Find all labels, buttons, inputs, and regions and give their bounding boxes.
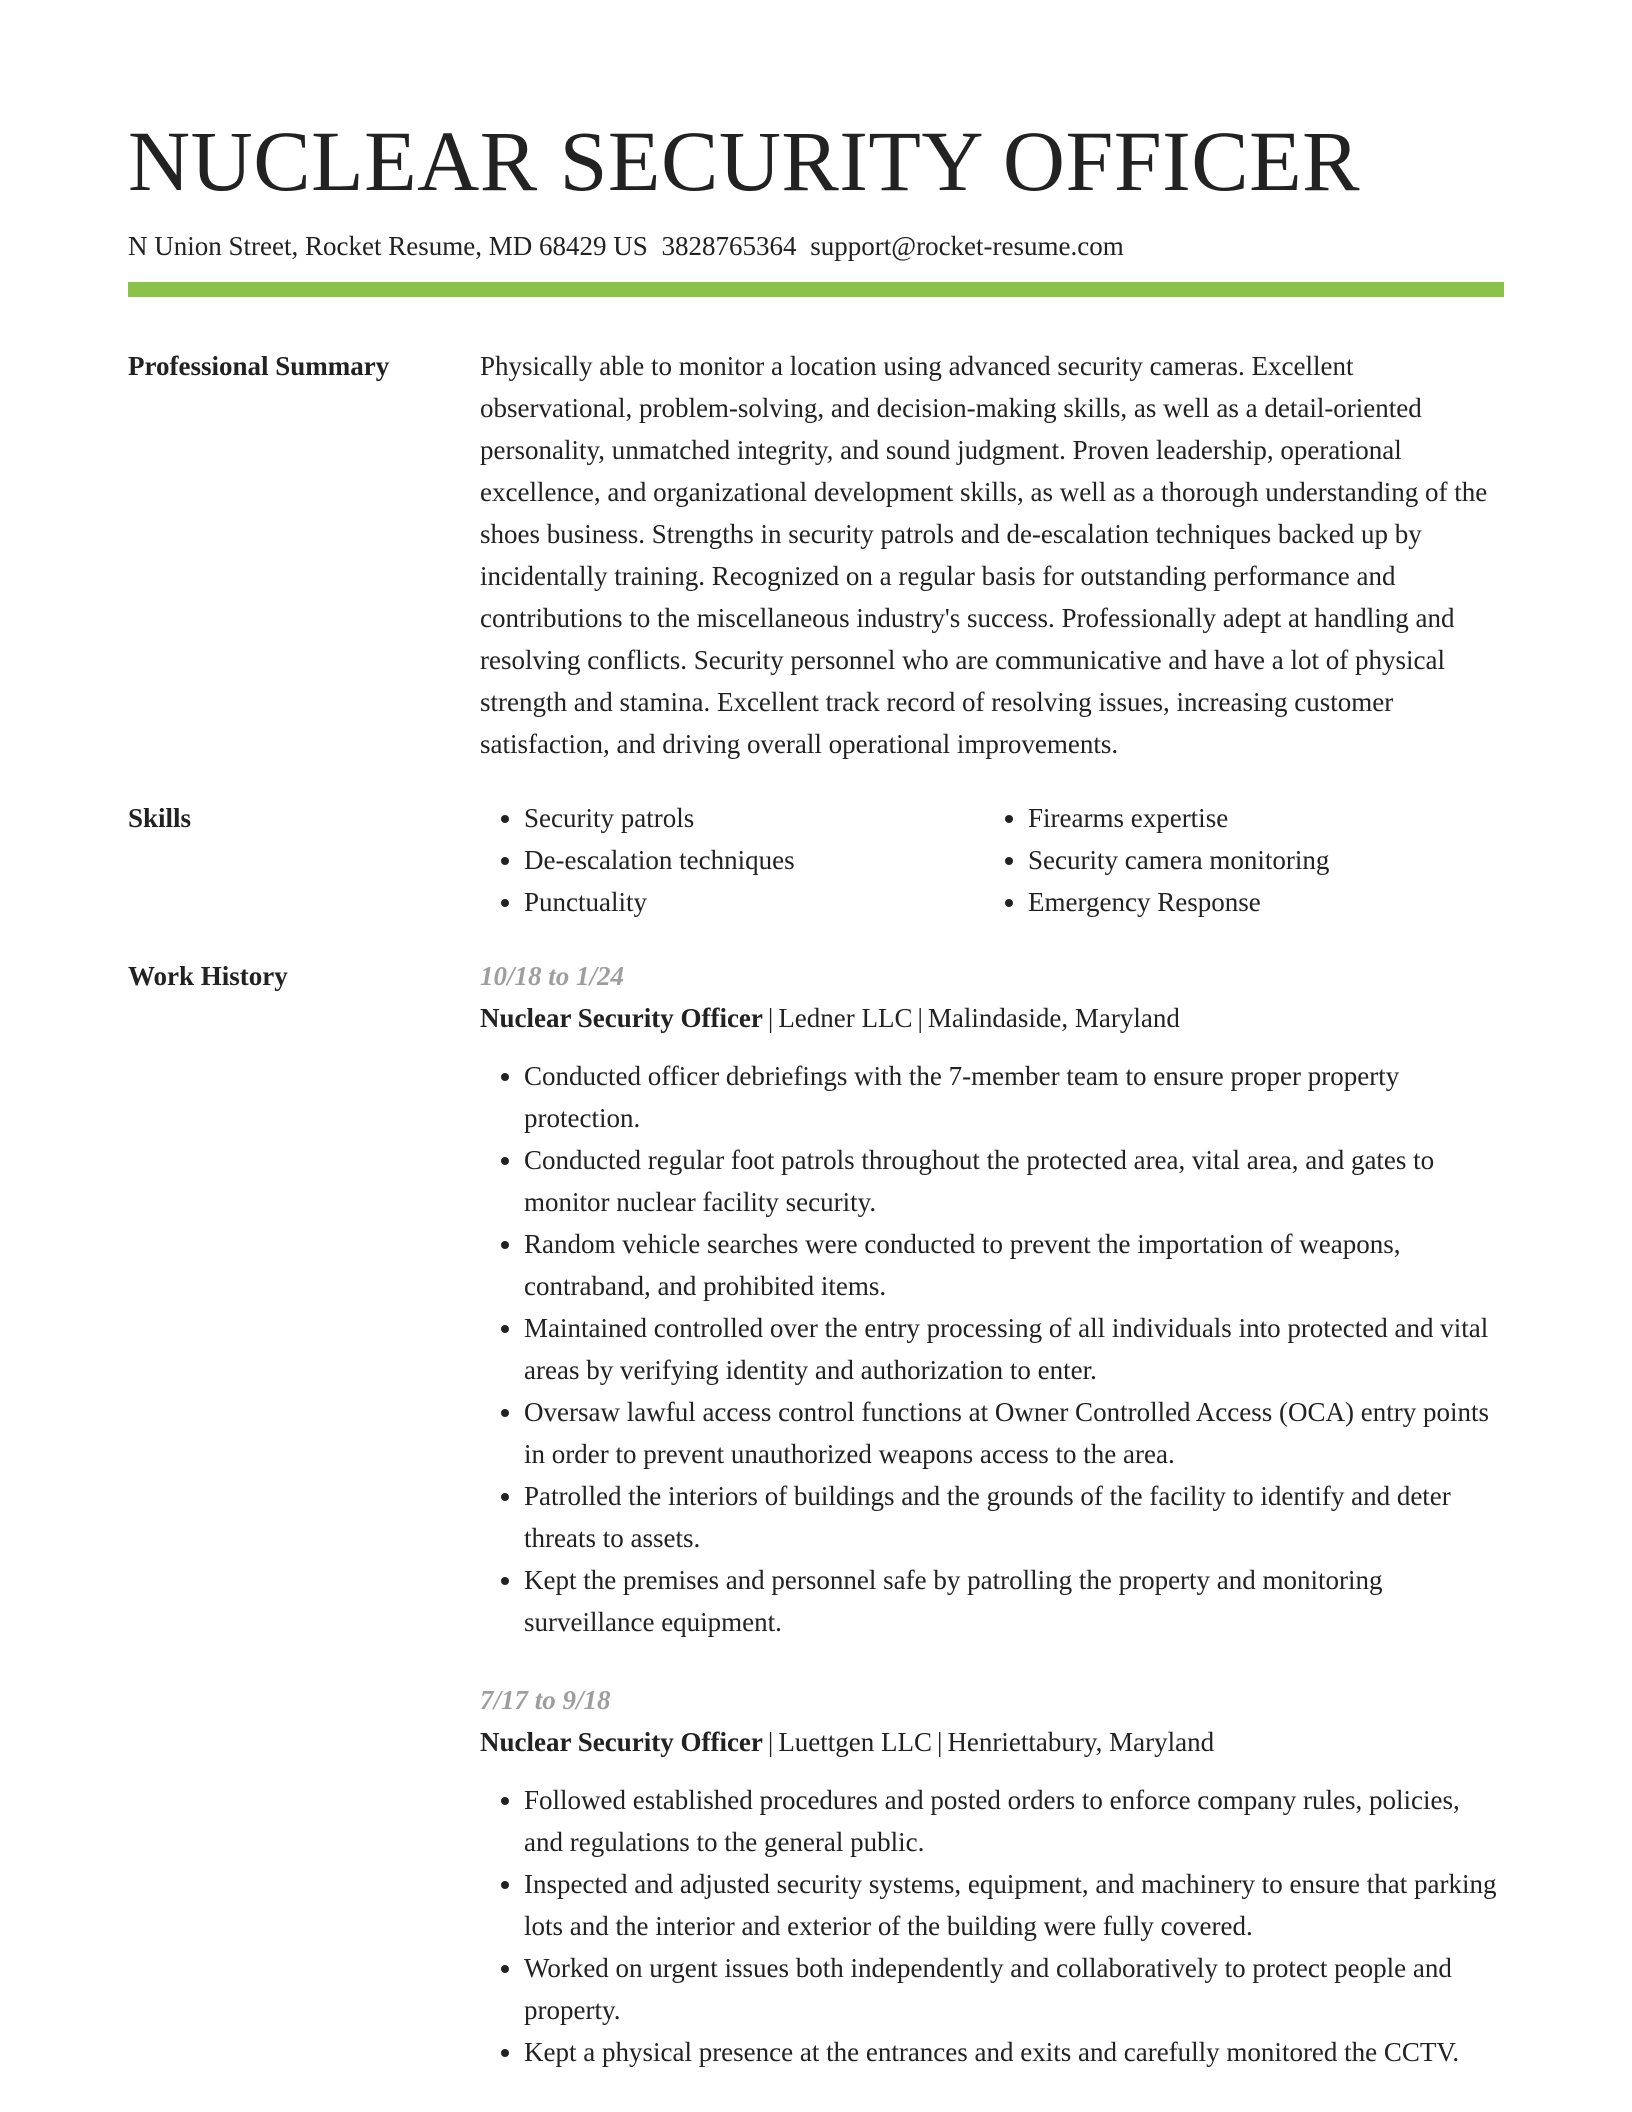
job-bullet: • Maintained controlled over the entry processing of all individuals into protected and vital areas by verifying identity and authorization to enter.	[524, 1307, 1504, 1391]
skills-list-left	[480, 797, 984, 923]
skill-item: • Punctuality	[524, 881, 984, 923]
summary-text: Physically able to monitor a location using advanced security cameras. Excellent observational, problem-solving, and decision-making skills, as well as a detail-oriented personality, unmatched integrity, and sound judgment. Proven leadership, operational excellence, and organizational development skills, as well as a thorough understanding of the shoes business. Strengths in security patrols and de-escalation techniques backed up by incidentally training. Recognized on a regular basis for outstanding performance and contributions to the miscellaneous industry's success. Professionally adept at handling and resolving conflicts. Security personnel who are communicative and have a lot of physical strength and stamina. Excellent track record of resolving issues, increasing customer satisfaction, and driving overall operational improvements.	[480, 351, 1488, 759]
job-bullet: • Followed established procedures and posted orders to enforce company rules, policies, and regulations to the general public.	[524, 1779, 1504, 1863]
job-bullets	[480, 1779, 1504, 2073]
job-bullet: • Worked on urgent issues both independently and collaboratively to protect people and property.	[524, 1947, 1504, 2031]
skill-item: • Security patrols	[524, 797, 984, 839]
contact-address: N Union Street, Rocket Resume, MD 68429 US	[128, 231, 648, 261]
work-history-body	[480, 955, 1504, 2073]
job-company: Luettgen LLC	[778, 1727, 933, 1757]
skill-item: • Firearms expertise	[1028, 797, 1504, 839]
separator: |	[767, 1727, 774, 1757]
job-heading	[480, 997, 1504, 1039]
contact-email: support@rocket-resume.com	[810, 231, 1124, 261]
job-location: Malindaside, Maryland	[927, 1003, 1180, 1033]
job-bullet: • Inspected and adjusted security systems, equipment, and machinery to ensure that parking lots and the interior and exterior of the building were fully covered.	[524, 1863, 1504, 1947]
job-location: Henriettabury, Maryland	[947, 1727, 1215, 1757]
job-company: Ledner LLC	[778, 1003, 913, 1033]
separator: |	[767, 1003, 774, 1033]
resume-page	[128, 113, 1504, 2073]
section-title-professional-summary: Professional Summary	[128, 351, 390, 381]
professional-summary-section	[128, 345, 1504, 765]
skills-list-right	[984, 797, 1504, 923]
skills-section	[128, 797, 1504, 923]
summary-body	[480, 345, 1504, 765]
job-bullet: • Oversaw lawful access control functions at Owner Controlled Access (OCA) entry points in order to prevent unauthorized weapons access to the area.	[524, 1391, 1504, 1475]
separator: |	[917, 1003, 923, 1033]
job-dates: 10/18 to 1/24	[480, 961, 625, 991]
job-bullet: • Conducted officer debriefings with the 7-member team to ensure proper property protection.	[524, 1055, 1504, 1139]
skill-item: • De-escalation techniques	[524, 839, 984, 881]
job-bullet: • Conducted regular foot patrols throughout the protected area, vital area, and gates to monitor nuclear facility security.	[524, 1139, 1504, 1223]
work-history-section	[128, 955, 1504, 2073]
job-bullet: • Kept a physical presence at the entrances and exits and carefully monitored the CCTV.	[524, 2031, 1504, 2073]
resume-name: NUCLEAR SECURITY OFFICER	[128, 113, 1361, 209]
contact-line	[128, 228, 1504, 264]
job-bullets	[480, 1055, 1504, 1643]
job-role: Nuclear Security Officer	[480, 1003, 763, 1033]
skill-item: • Emergency Response	[1028, 881, 1504, 923]
contact-phone: 3828765364	[661, 231, 797, 261]
header-accent-rule	[128, 282, 1504, 297]
job-bullet: • Random vehicle searches were conducted to prevent the importation of weapons, contraband, and prohibited items.	[524, 1223, 1504, 1307]
job-entry	[480, 1679, 1504, 2073]
job-role: Nuclear Security Officer	[480, 1727, 763, 1757]
resume-header	[128, 113, 1504, 297]
skill-item: • Security camera monitoring	[1028, 839, 1504, 881]
skills-grid	[480, 797, 1504, 923]
section-title-skills: Skills	[128, 803, 192, 833]
separator: |	[937, 1727, 943, 1757]
job-dates: 7/17 to 9/18	[480, 1685, 611, 1715]
job-bullet: • Kept the premises and personnel safe by patrolling the property and monitoring surveillance equipment.	[524, 1559, 1504, 1643]
job-entry	[480, 955, 1504, 1643]
job-heading	[480, 1721, 1504, 1763]
job-bullet: • Patrolled the interiors of buildings and the grounds of the facility to identify and deter threats to assets.	[524, 1475, 1504, 1559]
section-title-work-history: Work History	[128, 961, 288, 991]
